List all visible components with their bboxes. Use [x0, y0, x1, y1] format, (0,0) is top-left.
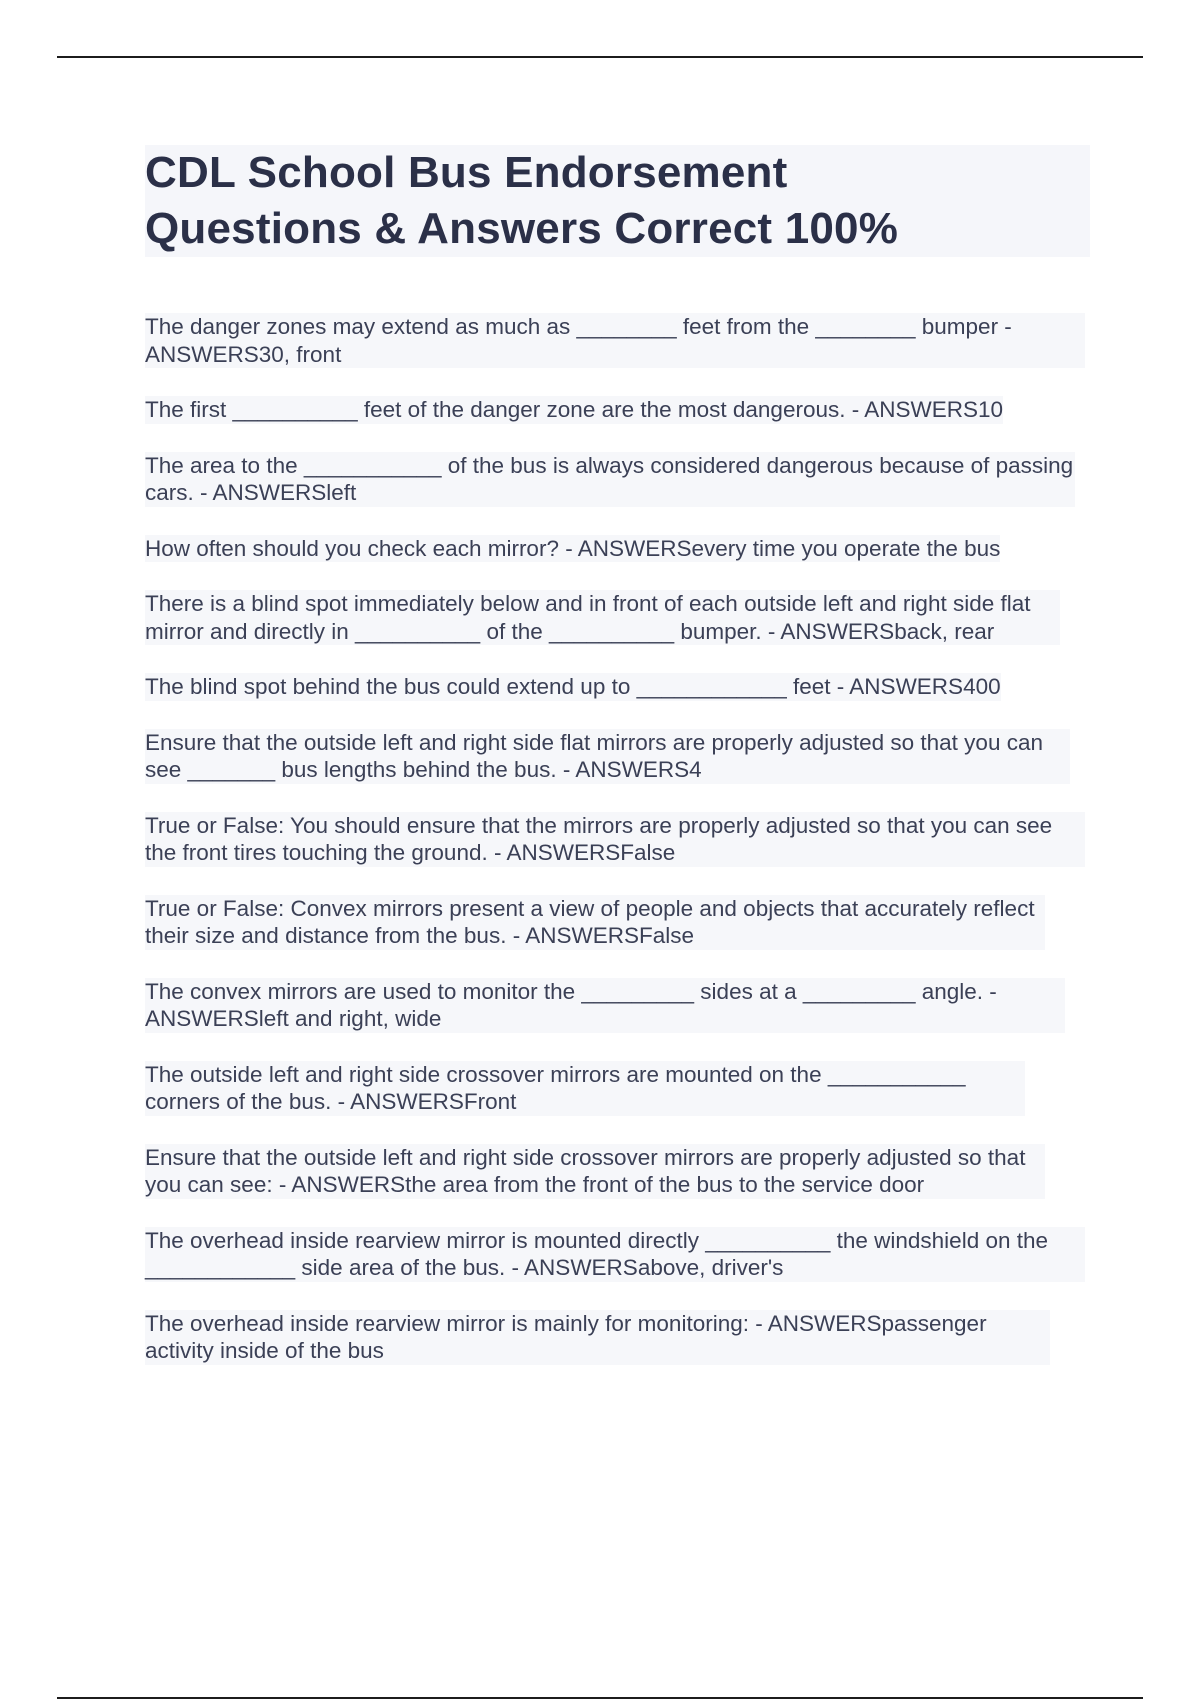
qa-item: The overhead inside rearview mirror is mounted directly __________ the windshield on the ____________ side area of the bus. - ANSWERSabove, driver's	[145, 1227, 1085, 1282]
top-divider	[57, 56, 1143, 58]
qa-item: Ensure that the outside left and right side flat mirrors are properly adjusted so that you can see _______ bus lengths behind the bus. - ANSWERS4	[145, 729, 1070, 784]
qa-item: The convex mirrors are used to monitor the _________ sides at a _________ angle. - ANSWERSleft and right, wide	[145, 978, 1065, 1033]
bottom-divider	[57, 1697, 1143, 1699]
qa-item: The outside left and right side crossover mirrors are mounted on the ___________ corners of the bus. - ANSWERSFront	[145, 1061, 1025, 1116]
title-line-1: CDL School Bus Endorsement	[145, 148, 788, 197]
qa-item: There is a blind spot immediately below and in front of each outside left and right side flat mirror and directly in __________ of the __________ bumper. - ANSWERSback, rear	[145, 590, 1060, 645]
document-title	[145, 145, 1090, 257]
qa-item: The first __________ feet of the danger zone are the most dangerous. - ANSWERS10	[145, 397, 1004, 422]
qa-item: True or False: You should ensure that the mirrors are properly adjusted so that you can see the front tires touching the ground. - ANSWERSFalse	[145, 812, 1085, 867]
document-body	[145, 145, 1090, 1393]
qa-item: The danger zones may extend as much as ________ feet from the ________ bumper - ANSWERS30, front	[145, 313, 1085, 368]
qa-item: The area to the ___________ of the bus is always considered dangerous because of passing cars. - ANSWERSleft	[145, 452, 1074, 505]
qa-item: Ensure that the outside left and right side crossover mirrors are properly adjusted so that you can see: - ANSWERSthe area from the front of the bus to the service door	[145, 1144, 1045, 1199]
qa-item: How often should you check each mirror? - ANSWERSevery time you operate the bus	[145, 535, 1001, 561]
title-block	[145, 145, 1090, 257]
qa-item: The blind spot behind the bus could extend up to ____________ feet - ANSWERS400	[145, 674, 1001, 699]
qa-item: True or False: Convex mirrors present a view of people and objects that accurately reflect their size and distance from the bus. - ANSWERSFalse	[145, 895, 1045, 950]
qa-item: The overhead inside rearview mirror is mainly for monitoring: - ANSWERSpassenger activity inside of the bus	[145, 1310, 1050, 1365]
qa-list	[145, 313, 1090, 1365]
title-line-2: Questions & Answers Correct 100%	[145, 204, 899, 253]
